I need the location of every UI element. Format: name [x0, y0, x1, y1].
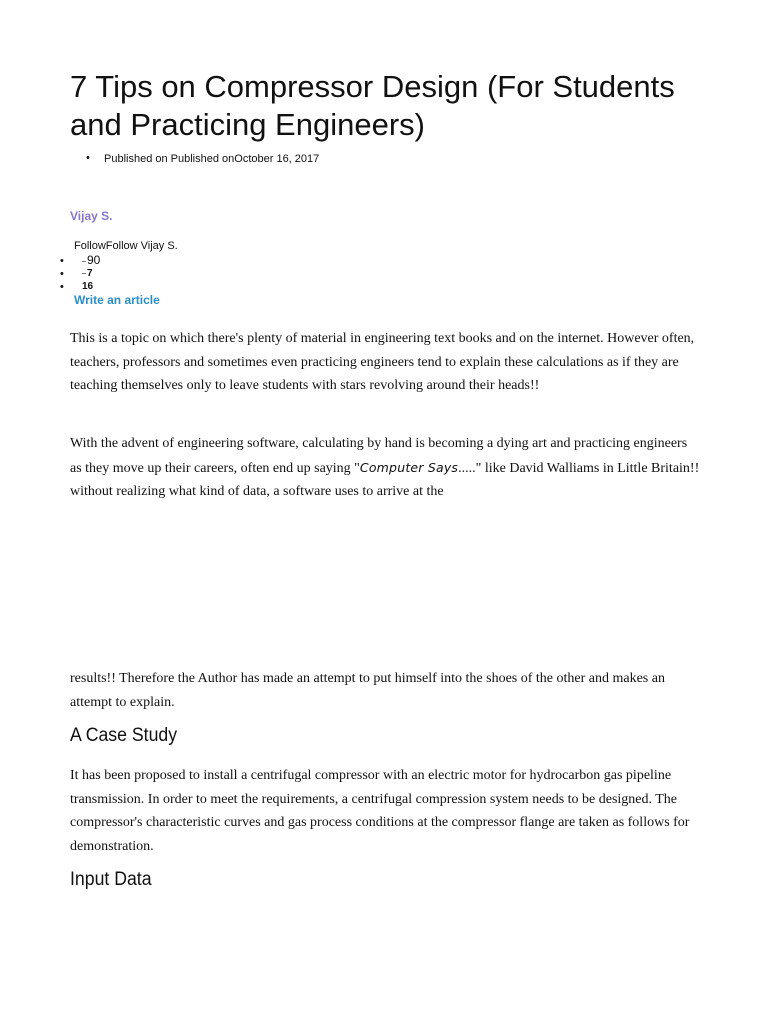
heading-case-study: A Case Study: [70, 725, 178, 746]
paragraph-results: results!! Therefore the Author has made an attempt to put himself into the shoes of the other and makes an attempt to explain.: [70, 671, 665, 710]
social-stats: [56, 254, 100, 293]
article-title: 7 Tips on Compressor Design (For Students and Practicing Engineers): [70, 69, 675, 142]
author-link[interactable]: Vijay S.: [70, 209, 113, 223]
computer-says-emphasis: Computer Says: [359, 459, 459, 475]
heading-input-data: Input Data: [70, 869, 152, 890]
follow-button[interactable]: FollowFollow Vijay S.: [74, 240, 178, 252]
published-list: [70, 153, 319, 165]
stat-likes[interactable]: • 90: [56, 254, 100, 267]
paragraph-case-study: It has been proposed to install a centrifugal compressor with an electric motor for hydrocarbon gas pipeline transmission. In order to meet the requirements, a centrifugal compression system needs to be designed. The compressor's characteristic curves and gas process conditions at the compressor flange are taken as follows for demonstration.: [70, 768, 690, 854]
comment-icon: [82, 273, 86, 274]
write-article-link[interactable]: Write an article: [74, 293, 160, 307]
like-icon: [82, 261, 86, 262]
paragraph-software: With the advent of engineering software, calculating by hand is becoming a dying art and practicing engineers as they move up their careers, often end up saying "Computer Says....." like David Walliams in Little Britain!! without realizing what kind of data, a software uses to arrive at the: [70, 436, 700, 499]
stat-shares[interactable]: • 16: [56, 280, 100, 293]
paragraph-intro: This is a topic on which there's plenty of material in engineering text books and on the internet. However often, teachers, professors and sometimes even practicing engineers tend to explain these calculations as if they are teaching themselves only to leave students with stars revolving around their heads!!: [70, 331, 695, 393]
published-date: • Published on Published onOctober 16, 2017: [70, 153, 319, 165]
stat-comments[interactable]: • 7: [56, 267, 100, 280]
